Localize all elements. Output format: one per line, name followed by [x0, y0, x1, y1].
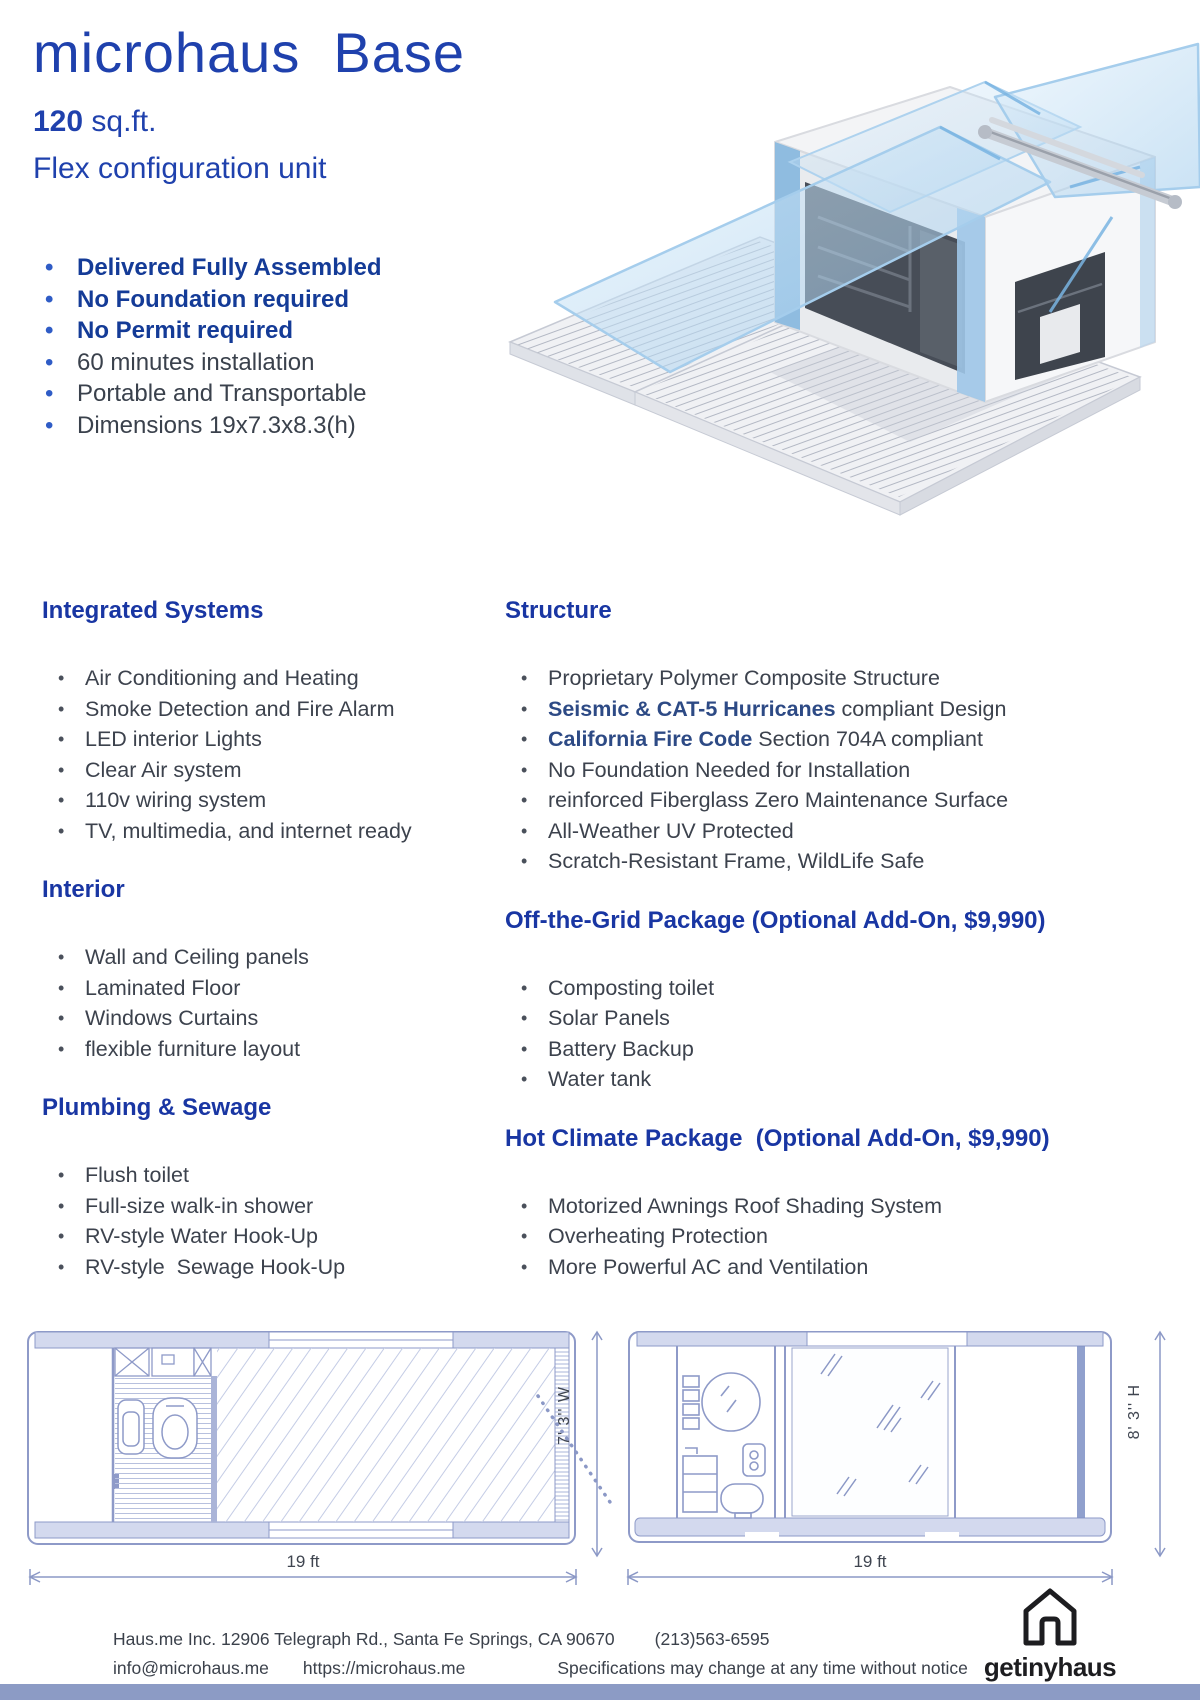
list-item: • Delivered Fully Assembled [40, 252, 382, 284]
unit-subtitle: Flex configuration unit [33, 152, 327, 185]
bullet-dot: • [58, 947, 65, 967]
hero-render-illustration [440, 12, 1200, 560]
list-item: • RV-style Water Hook-Up [58, 1221, 500, 1252]
section-title-plumbing-sewage: Plumbing & Sewage [42, 1094, 272, 1121]
bullet-dot: • [521, 1008, 528, 1028]
bullet-dot: • [521, 1226, 528, 1246]
list-item: • Full-size walk-in shower [58, 1191, 500, 1222]
plumbing-sewage-list [42, 1160, 500, 1282]
section-title-interior: Interior [42, 876, 125, 903]
bottom-accent-bar [0, 1684, 1200, 1700]
list-item: • All-Weather UV Protected [521, 816, 1195, 847]
list-item: • Portable and Transportable [40, 378, 382, 410]
bullet-dot: • [58, 820, 65, 841]
bullet-dot: • [521, 729, 528, 749]
page-title: microhaus Base [33, 21, 466, 84]
section-title-hot-climate-package: Hot Climate Package (Optional Add-On, $9,990) [505, 1124, 1050, 1152]
bullet-dot: • [45, 380, 54, 407]
bullet-dot: • [521, 1195, 528, 1216]
list-item: • No Permit required [40, 315, 382, 347]
list-item: • Proprietary Polymer Composite Structure [521, 663, 1195, 694]
list-item: • Wall and Ceiling panels [58, 942, 500, 973]
size-value: 120 [33, 105, 84, 138]
section-title-integrated-systems: Integrated Systems [42, 597, 264, 624]
list-item: • No Foundation Needed for Installation [521, 755, 1195, 786]
house-logo-icon [1017, 1586, 1083, 1646]
bullet-dot: • [58, 790, 65, 810]
bullet-dot: • [45, 254, 54, 281]
unit-size [33, 105, 465, 139]
section-title-offgrid-package: Off-the-Grid Package (Optional Add-On, $9,990) [505, 906, 1046, 934]
list-item: • Flush toilet [58, 1160, 500, 1191]
list-item: • RV-style Sewage Hook-Up [58, 1252, 500, 1283]
footer-links-row [113, 1658, 968, 1679]
bullet-dot: • [521, 977, 528, 998]
dimension-lines [0, 1326, 1200, 1626]
bullet-dot: • [58, 1226, 65, 1246]
hot-climate-package-list [505, 1191, 1195, 1283]
company-website: https://microhaus.me [302, 1658, 466, 1678]
bullet-dot: • [521, 1256, 528, 1277]
brand-logo-text: getinyhaus [983, 1652, 1117, 1682]
bullet-dot: • [58, 698, 65, 719]
list-item: • Overheating Protection [521, 1221, 1195, 1252]
list-item: • Solar Panels [521, 1003, 1195, 1034]
elevation-width-dimension-label: 19 ft [853, 1552, 887, 1571]
list-item: • Composting toilet [521, 973, 1195, 1004]
list-item: • Laminated Floor [58, 973, 500, 1004]
section-title-structure: Structure [505, 597, 612, 624]
interior-list [42, 942, 500, 1064]
bullet-dot: • [58, 1195, 65, 1216]
features-column-left [42, 597, 500, 1282]
list-item: • 110v wiring system [58, 785, 500, 816]
footer-contact-row [113, 1629, 968, 1650]
disclaimer-text: Specifications may change at any time without notice [557, 1658, 968, 1678]
bullet-dot: • [521, 1038, 528, 1059]
size-unit: sq.ft. [83, 105, 157, 138]
bullet-dot: • [58, 1008, 65, 1028]
bullet-dot: • [45, 317, 54, 344]
bullet-dot: • [58, 759, 65, 780]
integrated-systems-list [42, 663, 500, 846]
list-item: • Seismic & CAT-5 Hurricanes compliant Design [521, 694, 1195, 725]
bullet-dot: • [521, 851, 528, 871]
bullet-dot: • [521, 1069, 528, 1089]
company-address: Haus.me Inc. 12906 Telegraph Rd., Santa Fe Springs, CA 90670 [113, 1629, 615, 1649]
technical-drawings [0, 1326, 1200, 1626]
structure-list [505, 663, 1195, 877]
list-item: • Dimensions 19x7.3x8.3(h) [40, 410, 382, 442]
features-column-right [505, 597, 1195, 1282]
bullet-dot: • [521, 668, 528, 688]
plan-width-dimension-label: 19 ft [286, 1552, 320, 1571]
bullet-dot: • [58, 1165, 65, 1185]
list-item: • Smoke Detection and Fire Alarm [58, 694, 500, 725]
list-item: • Battery Backup [521, 1034, 1195, 1065]
elevation-height-dimension-label: 8' 3'' H [1126, 1384, 1143, 1440]
list-item: • No Foundation required [40, 284, 382, 316]
header [33, 20, 465, 186]
bullet-dot: • [58, 1256, 65, 1277]
bullet-dot: • [58, 977, 65, 998]
offgrid-package-list [505, 973, 1195, 1095]
list-item: • reinforced Fiberglass Zero Maintenance Surface [521, 785, 1195, 816]
brand-logo [982, 1586, 1118, 1683]
plan-depth-dimension-label: 7' 3'' W [556, 1386, 573, 1445]
list-item: • California Fire Code Section 704A compliant [521, 724, 1195, 755]
list-item: • LED interior Lights [58, 724, 500, 755]
list-item: • Scratch-Resistant Frame, WildLife Safe [521, 846, 1195, 877]
footer [113, 1629, 968, 1679]
list-item: • More Powerful AC and Ventilation [521, 1252, 1195, 1283]
list-item: • Clear Air system [58, 755, 500, 786]
bullet-dot: • [45, 411, 54, 439]
bullet-dot: • [58, 729, 65, 749]
bullet-dot: • [45, 285, 54, 313]
bullet-dot: • [58, 1038, 65, 1059]
list-item: • flexible furniture layout [58, 1034, 500, 1065]
bullet-dot: • [521, 759, 528, 780]
company-phone: (213)563-6595 [654, 1629, 770, 1649]
bullet-dot: • [45, 348, 54, 376]
list-item: • Motorized Awnings Roof Shading System [521, 1191, 1195, 1222]
highlight-list [40, 252, 382, 441]
list-item: • Windows Curtains [58, 1003, 500, 1034]
bullet-dot: • [58, 668, 65, 688]
bullet-dot: • [521, 790, 528, 810]
list-item: • Water tank [521, 1064, 1195, 1095]
bullet-dot: • [521, 820, 528, 841]
list-item: • Air Conditioning and Heating [58, 663, 500, 694]
list-item: • 60 minutes installation [40, 347, 382, 379]
list-item: • TV, multimedia, and internet ready [58, 816, 500, 847]
company-email: info@microhaus.me [113, 1658, 269, 1678]
bullet-dot: • [521, 698, 528, 719]
